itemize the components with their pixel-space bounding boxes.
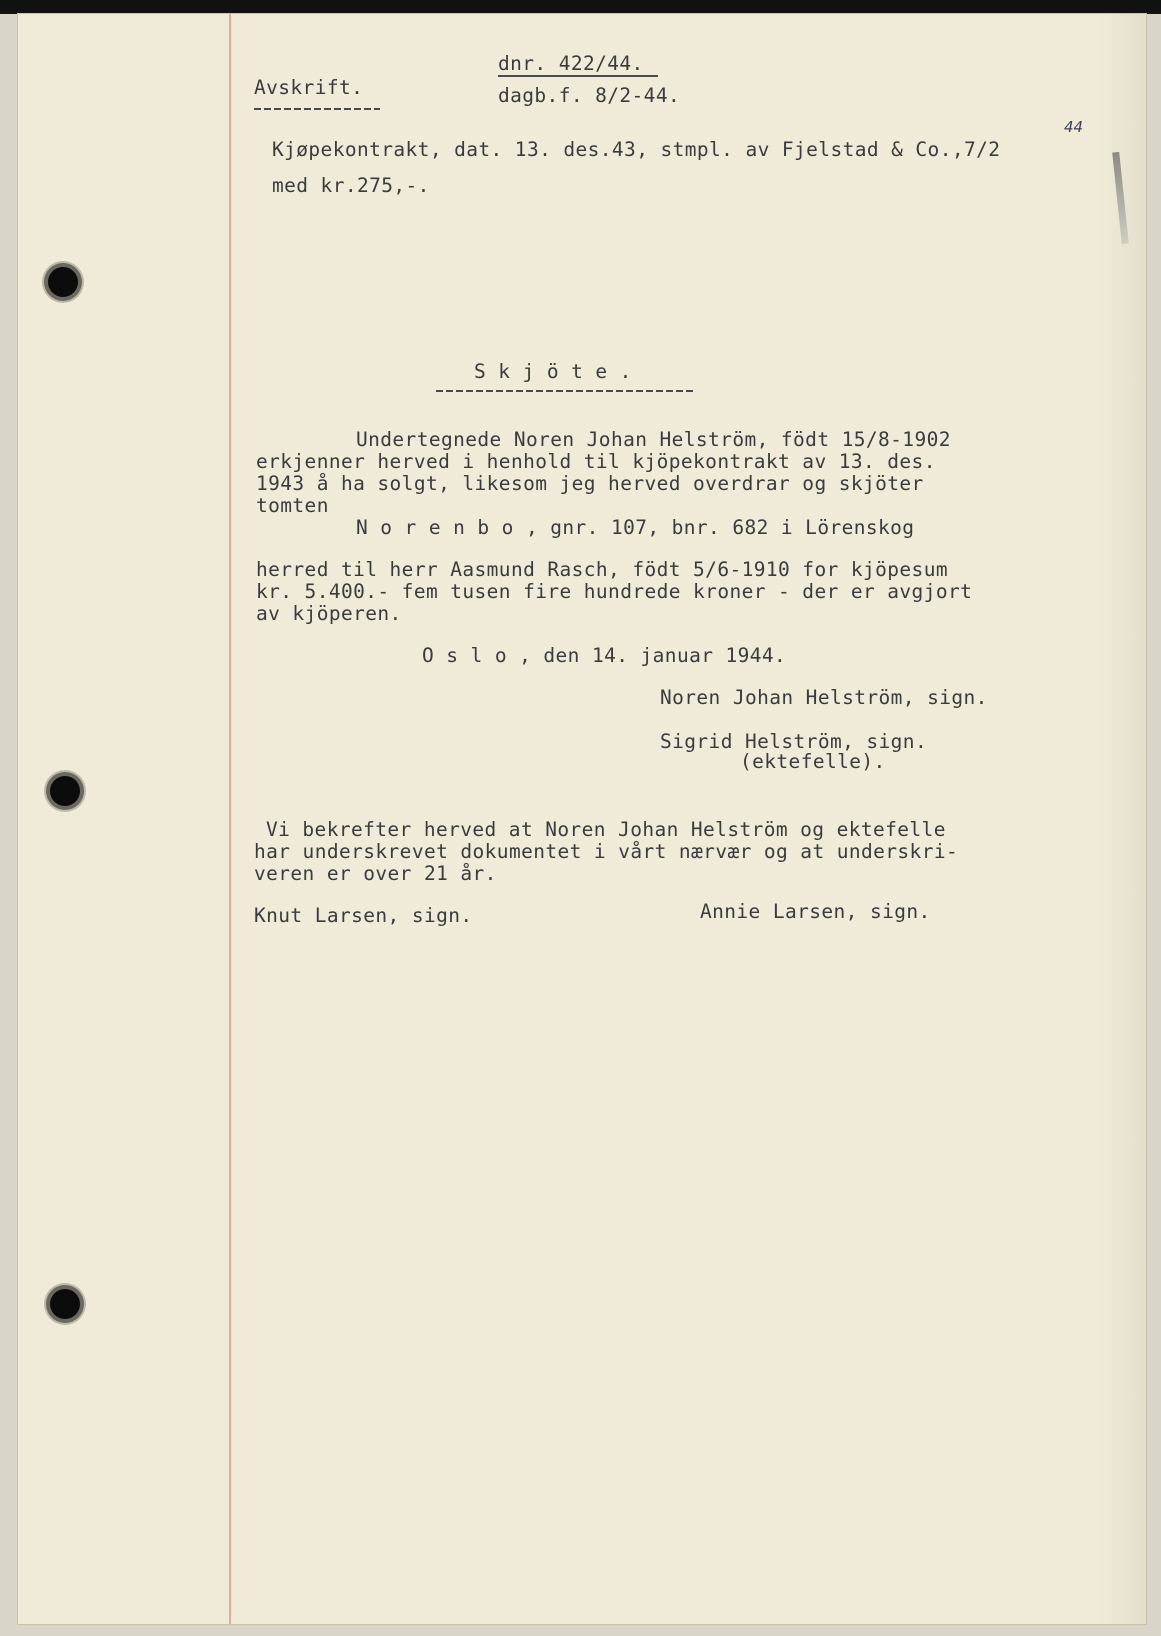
page-shadow (1100, 14, 1146, 1624)
deed-paragraph-2-line: kr. 5.400.- fem tusen fire hundrede kroner - der er avgjort (256, 580, 973, 603)
deed-title-underline (436, 390, 696, 392)
seller-signature: Noren Johan Helström, sign. (660, 686, 988, 709)
spouse-signature: Sigrid Helström, sign. (660, 730, 928, 753)
deed-paragraph-1-line: 1943 å ha solgt, likesom jeg herved overdrar og skjöter (256, 472, 924, 495)
margin-line (229, 14, 231, 1624)
avskrift-underline (254, 108, 380, 110)
dnr-underline (498, 75, 658, 77)
witness-line: veren er over 21 år. (254, 862, 497, 885)
punch-hole-icon (50, 1289, 80, 1319)
witness-signature-right: Annie Larsen, sign. (700, 900, 931, 923)
scan-top-edge (0, 0, 1161, 14)
witness-signature-left: Knut Larsen, sign. (254, 904, 473, 927)
punch-hole-icon (48, 267, 78, 297)
dnr-number: dnr. 422/44. (498, 52, 644, 75)
property-line: N o r e n b o , gnr. 107, bnr. 682 i Lörenskog (356, 516, 915, 539)
spouse-role: (ektefelle). (740, 750, 886, 773)
deed-paragraph-2-line: herred til herr Aasmund Rasch, födt 5/6-1910 for kjöpesum (256, 558, 948, 581)
deed-paragraph-1-line: erkjenner herved i henhold til kjöpekontrakt av 13. des. (256, 450, 936, 473)
avskrift-label: Avskrift. (254, 76, 364, 99)
deed-title: S k j ö t e . (474, 360, 632, 383)
punch-hole-icon (50, 776, 80, 806)
handwritten-page-number: 44 (1064, 118, 1084, 136)
witness-line: har underskrevet dokumentet i vårt nærvær og at underskri- (254, 840, 959, 863)
place-date: O s l o , den 14. januar 1944. (422, 644, 787, 667)
stamp-note-line-1: Kjøpekontrakt, dat. 13. des.43, stmpl. av Fjelstad & Co.,7/2 (272, 138, 1001, 161)
witness-line: Vi bekrefter herved at Noren Johan Helström og ektefelle (266, 818, 946, 841)
deed-paragraph-1-line: Undertegnede Noren Johan Helström, födt 15/8-1902 (356, 428, 951, 451)
dagbok-date: dagb.f. 8/2-44. (498, 84, 681, 107)
deed-paragraph-1-line: tomten (256, 494, 329, 517)
stamp-note-line-2: med kr.275,-. (272, 174, 430, 197)
deed-paragraph-2-line: av kjöperen. (256, 602, 402, 625)
document-page (18, 14, 1146, 1624)
